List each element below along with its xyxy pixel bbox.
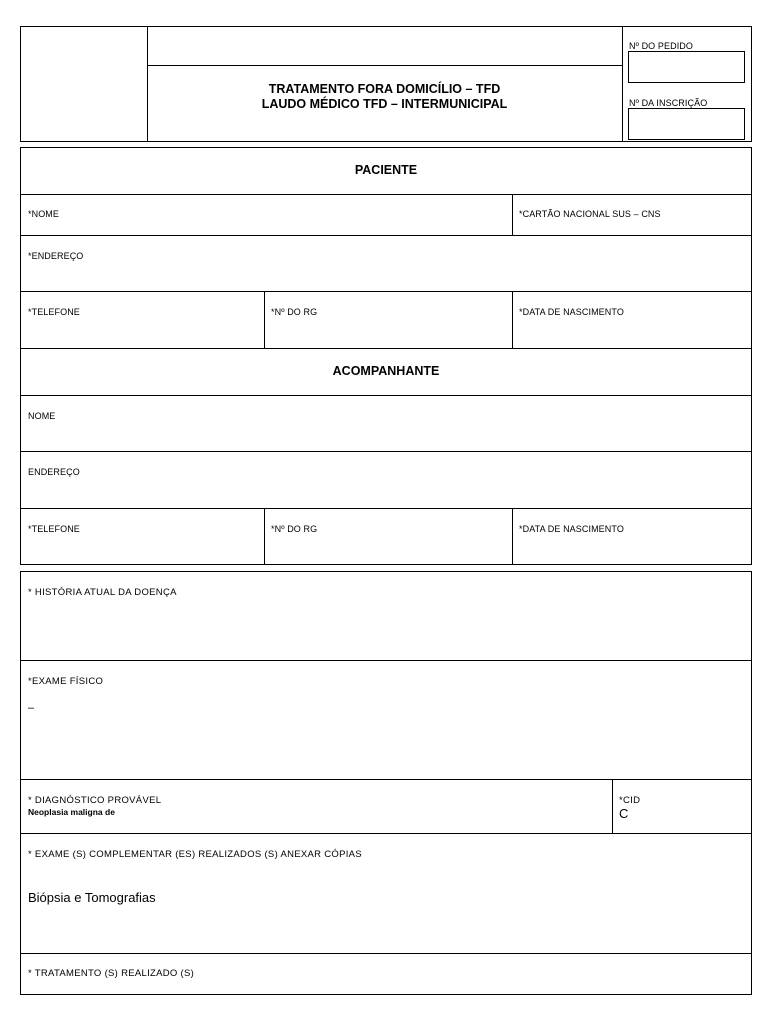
row-line <box>20 779 752 780</box>
acompanhante-endereco-label: ENDEREÇO <box>28 467 80 477</box>
exames-label: * EXAME (S) COMPLEMENTAR (ES) REALIZADOS (S) ANEXAR CÓPIAS <box>28 849 362 860</box>
exame-fisico-label: *EXAME FÍSICO <box>28 676 104 687</box>
acompanhante-nome-label: NOME <box>28 411 56 421</box>
row-line <box>20 660 752 661</box>
col-line <box>512 508 513 565</box>
header-divider-right <box>622 26 623 142</box>
pedido-label: Nº DO PEDIDO <box>629 41 693 51</box>
paciente-section-title: PACIENTE <box>354 163 418 177</box>
acompanhante-telefone-label: *TELEFONE <box>28 524 80 534</box>
row-line <box>20 235 752 236</box>
inscricao-field[interactable] <box>628 108 745 140</box>
row-line <box>20 348 752 349</box>
acompanhante-rg-label: *Nº DO RG <box>271 524 318 534</box>
paciente-nascimento-label: *DATA DE NASCIMENTO <box>519 307 624 317</box>
col-line <box>512 194 513 236</box>
form-title-line2: LAUDO MÉDICO TFD – INTERMUNICIPAL <box>261 97 508 111</box>
acompanhante-nascimento-label: *DATA DE NASCIMENTO <box>519 524 624 534</box>
inscricao-label: Nº DA INSCRIÇÃO <box>629 98 708 108</box>
diagnostico-value: Neoplasia maligna de <box>28 807 115 817</box>
cid-label: *CID <box>619 795 641 806</box>
historia-label: * HISTÓRIA ATUAL DA DOENÇA <box>28 587 177 598</box>
form-title <box>147 82 622 112</box>
col-line <box>264 508 265 565</box>
header-title-divider <box>147 65 622 66</box>
paciente-nome-label: *NOME <box>28 209 60 219</box>
cid-value: C <box>619 806 629 821</box>
row-line <box>20 194 752 195</box>
col-line <box>264 291 265 349</box>
exames-value: Biópsia e Tomografias <box>28 890 156 905</box>
row-line <box>20 451 752 452</box>
row-line <box>20 291 752 292</box>
exame-fisico-value: – <box>28 702 35 714</box>
col-line <box>512 291 513 349</box>
diagnostico-label: * DIAGNÓSTICO PROVÁVEL <box>28 795 162 806</box>
form-title-line1: TRATAMENTO FORA DOMICÍLIO – TFD <box>268 82 501 96</box>
paciente-cns-label: *CARTÃO NACIONAL SUS – CNS <box>519 209 661 219</box>
paciente-rg-label: *Nº DO RG <box>271 307 318 317</box>
row-line <box>20 508 752 509</box>
clinical-block <box>20 571 752 995</box>
col-line <box>612 779 613 833</box>
acompanhante-section-title: ACOMPANHANTE <box>332 364 440 378</box>
row-line <box>20 395 752 396</box>
pedido-field[interactable] <box>628 51 745 83</box>
tratamento-label: * TRATAMENTO (S) REALIZADO (S) <box>28 968 195 979</box>
paciente-endereco-label: *ENDEREÇO <box>28 251 84 261</box>
row-line <box>20 953 752 954</box>
paciente-telefone-label: *TELEFONE <box>28 307 80 317</box>
row-line <box>20 833 752 834</box>
